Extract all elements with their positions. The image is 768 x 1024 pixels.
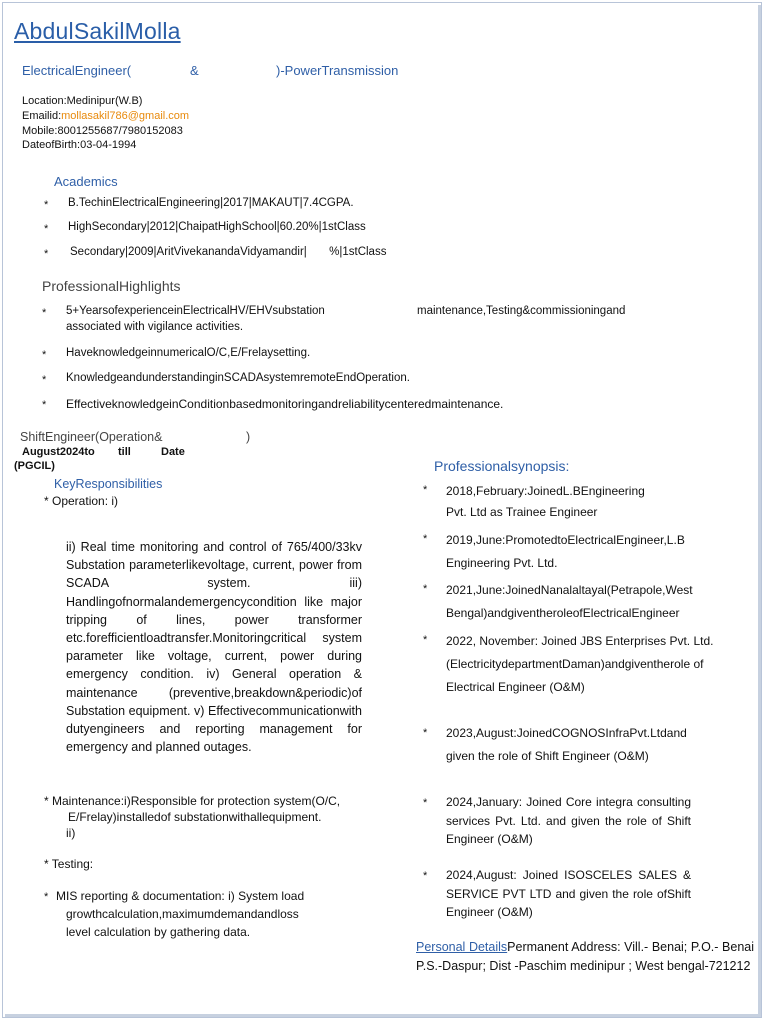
job-title-part-1: ElectricalEngineer(	[22, 63, 132, 78]
synopsis-item: 2022, November: Joined JBS Enterprises Pvt. Ltd. (ElectricitydepartmentDaman)andgiventherole of Electrical Engineer (O&M)	[446, 634, 714, 694]
highlight-item: EffectiveknowledgeinConditionbasedmonitoringandreliabilitycenteredmaintenance.	[66, 397, 504, 411]
academic-item: Secondary|2009|AritVivekanandaVidyamandir| %|1stClass	[70, 246, 387, 258]
academics-heading: Academics	[54, 174, 118, 189]
academic-item: HighSecondary|2012|ChaipatHighSchool|60.20%|1stClass	[68, 221, 366, 233]
bullet-icon: *	[423, 583, 428, 595]
job-title-part-2: &	[190, 63, 199, 78]
highlight-item-cont: maintenance,Testing&commissioningand	[417, 305, 626, 317]
shift-title-close: )	[246, 430, 251, 444]
bullet-icon: *	[44, 199, 49, 211]
bullet-icon: *	[423, 484, 428, 496]
job-title-part-3: )-PowerTransmission	[276, 63, 399, 78]
bullet-icon: *	[423, 797, 428, 809]
synopsis-item: 2018,February:JoinedL.BEngineering Pvt. Ltd as Trainee Engineer	[446, 484, 645, 519]
highlight-item: HaveknowledgeinnumericalO/C,E/Frelaysetting.	[66, 347, 311, 359]
synopsis-item: 2023,August:JoinedCOGNOSInfraPvt.Ltdand given the role of Shift Engineer (O&M)	[446, 726, 687, 763]
bullet-icon: *	[44, 223, 49, 235]
contact-email-row	[22, 110, 189, 122]
personal-details	[416, 938, 754, 975]
operation-details: ii) Real time monitoring and control of 765/400/33kv Substation parameterlikevoltage, current, power from SCADA system. iii) Handlingofnormalandemergencycondition like major tripping of lines, power transformer etc.forefficientloadtransfer.Monitoringcritical system parameter like voltage, current, power during emergency condition. iv) General operation & maintenance (preventive,breakdown&periodic)of Substation equipment. v) Effectivecommunicationwith dutyengineers and reporting management for emergency and planned outages.	[66, 540, 362, 755]
bullet-icon: *	[44, 248, 49, 260]
contact-dob: DateofBirth:03-04-1994	[22, 139, 137, 151]
synopsis-item: 2024,August: Joined ISOSCELES SALES & SERVICE PVT LTD and given the role ofShift Engineer (O&M)	[446, 868, 691, 919]
candidate-name: AbdulSakilMolla	[14, 18, 181, 44]
shift-period-till: till	[118, 446, 131, 458]
academic-item: B.TechinElectricalEngineering|2017|MAKAUT|7.4CGPA.	[68, 197, 354, 209]
shift-title: ShiftEngineer(Operation&	[20, 430, 163, 444]
bullet-icon: *	[423, 634, 428, 646]
bullet-icon: *	[423, 533, 428, 545]
bullet-icon: *	[42, 374, 47, 386]
bullet-icon: *	[423, 870, 428, 882]
permanent-address: Permanent Address: Vill.- Benai; P.O.- Benai P.S.-Daspur; Dist -Paschim medinipur ; West bengal-721212	[416, 940, 755, 973]
contact-location: Location:Medinipur(W.B)	[22, 95, 143, 107]
operation-label: * Operation: i)	[44, 494, 119, 508]
synopsis-heading: Professionalsynopsis:	[434, 458, 570, 474]
synopsis-item: 2019,June:PromotedtoElectricalEngineer,L.B Engineering Pvt. Ltd.	[446, 533, 685, 570]
highlights-heading: ProfessionalHighlights	[42, 278, 181, 294]
maintenance-item-2: ii)	[66, 826, 76, 840]
bullet-icon: *	[44, 891, 49, 903]
maintenance-details: E/Frelay)installedof substationwithallequipment.	[68, 810, 322, 824]
highlight-item: KnowledgeandunderstandinginSCADAsystemremoteEndOperation.	[66, 372, 410, 384]
bullet-icon: *	[42, 349, 47, 361]
bullet-icon: *	[42, 307, 47, 319]
email-label: Emailid:	[22, 110, 62, 122]
shift-org: (PGCIL)	[14, 460, 55, 472]
bullet-icon: *	[423, 727, 428, 739]
synopsis-item: 2021,June:JoinedNanalaltayal(Petrapole,West Bengal)andgiventheroleofElectricalEngineer	[446, 583, 693, 620]
synopsis-item: 2024,January: Joined Core integra consulting services Pvt. Ltd. and given the role of Shift Engineer (O&M)	[446, 795, 691, 846]
personal-details-label: Personal Details	[416, 940, 508, 954]
maintenance-label: * Maintenance:i)Responsible for protection system(O/C,	[44, 794, 341, 808]
testing-label: * Testing:	[44, 857, 94, 871]
key-responsibilities-heading: KeyResponsibilities	[54, 477, 163, 491]
bullet-icon: *	[42, 399, 47, 411]
email-link[interactable]: mollasakil786@gmail.com	[61, 110, 190, 122]
contact-mobile: Mobile:8001255687/7980152083	[22, 125, 183, 137]
highlight-item: 5+YearsofexperienceinElectricalHV/EHVsubstation	[66, 305, 325, 317]
mis-reporting-line-1: MIS reporting & documentation: i) System load	[56, 889, 305, 903]
mis-reporting-line-2: growthcalculation,maximumdemandandloss	[66, 907, 299, 921]
shift-period-date: Date	[161, 446, 185, 458]
mis-reporting-line-3: level calculation by gathering data.	[66, 925, 251, 939]
highlight-item-cont: associated with vigilance activities.	[66, 321, 244, 333]
shift-period-start: August2024to	[22, 446, 95, 458]
